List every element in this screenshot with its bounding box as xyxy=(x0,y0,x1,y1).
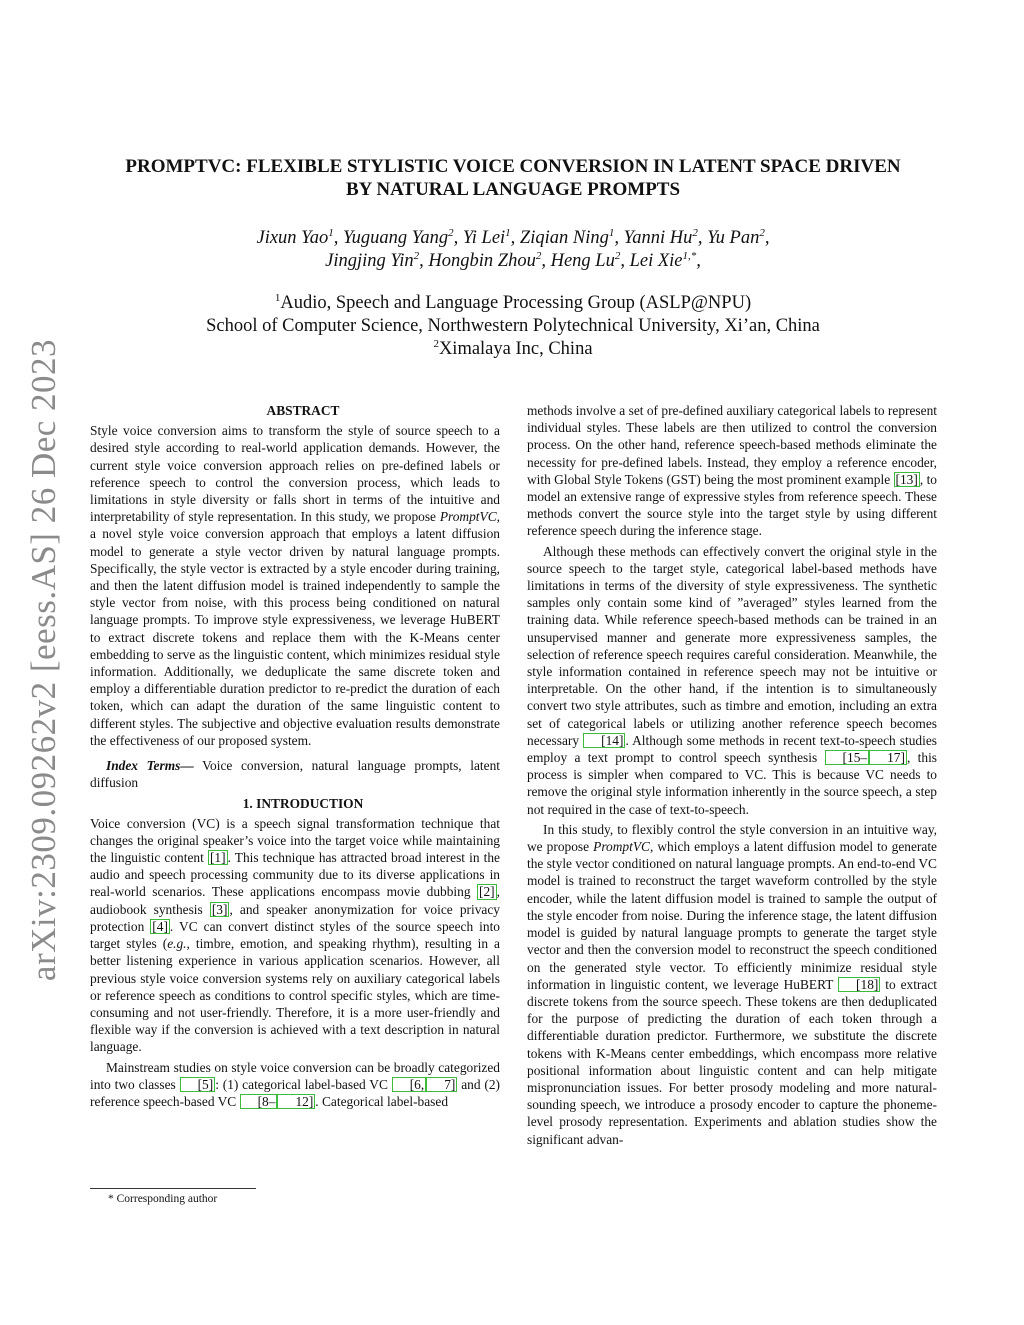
body-text: methods involve a set of pre-defined auxiliary categorical labels to represent individual styles. These labels are then utilized to control the conversion process. On the other hand, reference speech-based methods eliminate the necessity for pre-defined labels. Instead, they employ a reference encoder, with Global Style Tokens (GST) being the most prominent example xyxy=(527,403,937,487)
affiliation-text: Ximalaya Inc, China xyxy=(438,339,593,359)
affiliation-1 xyxy=(90,292,936,315)
body-text: Mainstream studies on style voice conversion can be broadly categorized into two classes xyxy=(90,1059,500,1092)
author-name: Hongbin Zhou xyxy=(428,251,536,271)
author-name: Jingjing Yin xyxy=(325,251,414,271)
citation-link[interactable]: [13] xyxy=(895,471,918,487)
author-separator: , xyxy=(333,228,344,248)
citation-link[interactable]: [4] xyxy=(152,918,168,934)
footnote-rule xyxy=(90,1188,256,1189)
author-separator: , xyxy=(510,228,520,248)
method-name: PromptVC xyxy=(593,839,650,855)
body-text: , this process is simpler when compared to VC. This is because VC needs to remove the original style information inherently in the source speech, a step not required in the case of text-to-speech. xyxy=(527,750,937,817)
author-list xyxy=(90,227,936,273)
arxiv-identifier: arXiv:2309.09262v2 [eess.AS] 26 Dec 2023 xyxy=(24,338,63,982)
body-text: . VC can convert distinct styles of the source speech into target styles ( xyxy=(90,918,500,952)
author-affiliation-mark: 2 xyxy=(448,226,454,239)
author-line-2 xyxy=(90,250,936,273)
author-affiliation-mark: 1,* xyxy=(682,249,697,262)
author-affiliation-mark: 2 xyxy=(413,249,420,262)
citation-link[interactable]: [15– xyxy=(825,750,870,765)
citation-link[interactable]: [5] xyxy=(180,1077,216,1092)
intro-paragraph-1 xyxy=(90,815,500,1056)
intro-paragraph-4 xyxy=(527,543,937,818)
body-text: , which employs a latent diffusion model to generate the style vector conditioned on natural language prompts. An end-to-end VC model is trained to reconstruct the target waveform controlled by the style encoder, while the latent diffusion model is trained to sample the output of the style encoder from noise. During the inference stage, the latent diffusion model is guided by natural language prompts to generate the target style vector and then the conversion model to reconstruct the speech conditioned on the generated style vector. To efficiently minimize residual style information in linguistic content, we leverage HuBERT xyxy=(527,839,937,992)
citation-link[interactable]: 12] xyxy=(277,1094,315,1109)
affiliation-text: Audio, Speech and Language Processing Group (ASLP@NPU) xyxy=(280,293,752,313)
footnote xyxy=(90,1188,500,1205)
title-line-1: PROMPTVC: FLEXIBLE STYLISTIC VOICE CONVERSION IN LATENT SPACE DRIVEN xyxy=(125,156,901,177)
author-line-1 xyxy=(90,227,936,250)
author-separator: , xyxy=(764,228,770,248)
citation-link[interactable]: 17] xyxy=(869,750,907,765)
citation-link[interactable]: [3] xyxy=(211,901,228,917)
author-separator: , xyxy=(614,228,624,248)
body-text-emphasis: e.g. xyxy=(167,936,187,952)
body-text: to extract discrete tokens from the source speech. These tokens are then deduplicated for the purpose of predicting the duration of each token through a differentiable duration predictor. Furthermore, we substitute the discrete tokens with K-Means center embeddings, which encompass more relative positional information about linguistic content and can help mitigate mispronunciation issues. For better prosody modeling and more natural-sounding speech, we introduce a prosody encoder to capture the phoneme-level prosody representation. Experiments and ablation studies show the significant advan- xyxy=(527,976,937,1147)
body-text: Voice conversion (VC) is a speech signal transformation technique that changes the original speaker’s voice into the target voice while maintaining the linguistic content xyxy=(90,815,500,866)
author-name: Ziqian Ning xyxy=(519,228,609,248)
author-name: Heng Lu xyxy=(550,251,615,271)
author-affiliation-mark: 1 xyxy=(328,226,334,239)
affiliation-mark: 1 xyxy=(274,291,281,304)
body-text: and (2) reference speech-based VC xyxy=(90,1076,500,1109)
body-text: , audiobook synthesis xyxy=(90,884,500,917)
title-line-2: BY NATURAL LANGUAGE PROMPTS xyxy=(345,179,681,200)
affiliation-mark: 2 xyxy=(433,337,439,350)
author-name: Yanni Hu xyxy=(623,228,693,248)
author-separator: , xyxy=(620,251,630,271)
citation-link[interactable]: [14] xyxy=(583,733,625,748)
citation-link[interactable]: 7] xyxy=(426,1077,457,1092)
author-separator: , xyxy=(541,251,551,271)
author-affiliation-mark: 1 xyxy=(608,226,615,239)
author-name: Lei Xie xyxy=(629,251,683,271)
author-name: Yuguang Yang xyxy=(343,228,449,248)
body-text: , timbre, emotion, and speaking rhythm), resulting in a better listening experience in various application scenarios. However, all previous style voice conversion systems rely on auxiliary categorical labels or reference speech as conditions to control specific styles, which are time-consuming and not user-friendly. Therefore, it is a more user-friendly and flexible way if the conversion is achieved with a text description in natural language. xyxy=(90,936,500,1055)
index-terms xyxy=(90,757,500,791)
body-text: . This technique has attracted broad interest in the audio and speech processing community due to its diverse applications in real-world scenarios. These applications encompass movie dubbing xyxy=(90,850,500,900)
affiliations xyxy=(90,292,936,361)
left-column xyxy=(90,402,500,1113)
author-affiliation-mark: 2 xyxy=(535,249,542,262)
author-name: Yu Pan xyxy=(707,228,760,248)
author-affiliation-mark: 2 xyxy=(614,249,621,262)
intro-paragraph-3 xyxy=(527,402,937,540)
body-text: Although these methods can effectively convert the original style in the source speech to the target style, categorical label-based methods have limitations in terms of the diversity of style expressiveness. The synthetic samples only contain some kind of ”averaged” styles learned from the training data. While reference speech-based methods can be trained in an unsupervised manner and generate more expressiveness samples, the selection of reference speech requires careful consideration. Meanwhile, the style information contained in reference speech may not be intuitive or interpretable. On the other hand, if the intention is to simultaneously convert two style attributes, such as timbre and emotion, including an extra set of categorical labels or utilizing another reference speech becomes necessary xyxy=(527,543,937,748)
author-name: Jixun Yao xyxy=(256,228,329,248)
introduction-heading: 1. INTRODUCTION xyxy=(242,796,364,812)
author-separator: , xyxy=(419,251,429,271)
author-separator: , xyxy=(696,251,701,271)
abstract-text: , a novel style voice conversion approach that employs a latent diffusion model to generate a style vector driven by natural language prompts. Specifically, the style vector is extracted by a style encoder during training, and then the latent diffusion model is trained independently to sample the style vector from noise, with this process being conditioned on natural language prompts. To improve style expressiveness, we leverage HuBERT to extract discrete tokens and replace them with the K-Means center embedding to serve as the linguistic content, which minimizes residual style information. Additionally, we deduplicate the same discrete token and employ a differentiable duration predictor to re-predict the duration of each token, which can adapt the duration of the same linguistic content to different styles. The subjective and objective evaluation results demonstrate the effectiveness of our proposed system. xyxy=(90,509,500,748)
footnote-text: * Corresponding author xyxy=(108,1193,218,1205)
abstract-paragraph xyxy=(90,422,500,749)
body-text: , to model an extensive range of expressive styles from reference speech. These methods convert the source style into the target style by using different reference speech during the inference stage. xyxy=(527,471,937,539)
author-name: Yi Lei xyxy=(462,228,506,248)
method-name: PromptVC xyxy=(439,509,497,525)
abstract-heading: ABSTRACT xyxy=(266,403,340,418)
affiliation-2 xyxy=(90,338,936,361)
body-text: : (1) categorical label-based VC xyxy=(215,1076,392,1092)
citation-link[interactable]: [1] xyxy=(209,850,226,866)
intro-paragraph-5 xyxy=(527,821,937,1148)
abstract-text: Style voice conversion aims to transform the style of source speech to a desired style according to real-world application demands. However, the current style voice conversion approach relies on pre-defined labels or reference speech to control the conversion process, which leads to limitations in style diversity or falls short in terms of the intuitive and interpretability of style representation. In this study, we propose xyxy=(90,423,500,525)
affiliation-1-school xyxy=(90,315,936,338)
author-separator: , xyxy=(453,228,463,248)
paper-title xyxy=(90,155,936,201)
author-separator: , xyxy=(697,228,708,248)
citation-link[interactable]: [8– xyxy=(240,1094,278,1109)
body-text: . Although some methods in recent text-to-speech studies employ a text prompt to control speech synthesis xyxy=(527,732,937,766)
index-terms-label: Index Terms— xyxy=(106,758,194,774)
right-column xyxy=(527,402,937,1151)
affiliation-text: School of Computer Science, Northwestern Polytechnical University, Xi’an, China xyxy=(206,316,820,336)
arxiv-sidebar xyxy=(24,330,64,990)
index-terms-text: Voice conversion, natural language prompts, latent diffusion xyxy=(90,758,500,791)
intro-paragraph-2 xyxy=(90,1059,500,1111)
body-text: , and speaker anonymization for voice privacy protection xyxy=(90,901,500,934)
author-affiliation-mark: 1 xyxy=(505,226,511,239)
author-affiliation-mark: 2 xyxy=(759,226,765,239)
citation-link[interactable]: [6, xyxy=(392,1077,427,1092)
body-text: . Categorical label-based xyxy=(315,1093,449,1109)
body-text: In this study, to flexibly control the style conversion in an intuitive way, we propose xyxy=(527,821,937,855)
citation-link[interactable]: [18] xyxy=(838,977,880,992)
author-affiliation-mark: 2 xyxy=(692,226,698,239)
citation-link[interactable]: [2] xyxy=(479,884,495,900)
